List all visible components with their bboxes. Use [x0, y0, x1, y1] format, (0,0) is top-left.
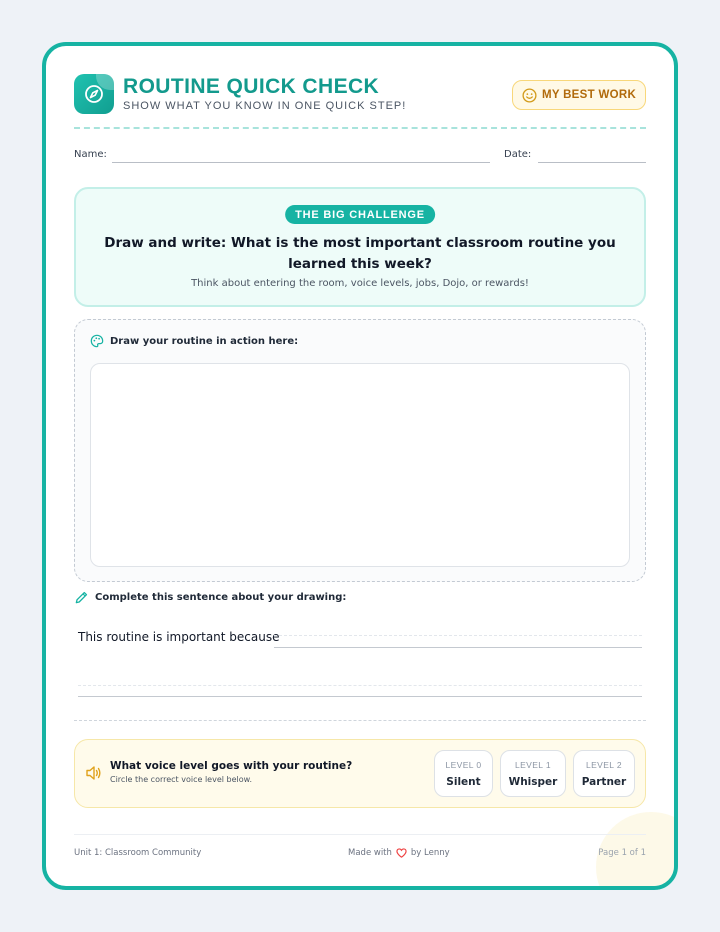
header-divider: [74, 127, 646, 129]
pencil-icon: [74, 590, 89, 605]
drawing-canvas[interactable]: [90, 363, 630, 567]
footer-credit: [348, 848, 450, 858]
heart-icon: [396, 848, 407, 858]
date-label: Date:: [504, 149, 532, 160]
speaker-icon: [85, 765, 103, 781]
voice-level-0[interactable]: [434, 750, 493, 797]
challenge-hint: Think about entering the room, voice levels, jobs, Dojo, or rewards!: [191, 278, 529, 289]
footer-page: Page 1 of 1: [598, 848, 646, 858]
best-work-badge: [512, 80, 646, 110]
challenge-question: Draw and write: What is the most important classroom routine you learned this week?: [104, 235, 616, 272]
made-with-text: Made with: [348, 848, 392, 858]
answer-guide-2: [78, 685, 642, 686]
voice-level-2[interactable]: [573, 750, 635, 797]
footer-unit: Unit 1: Classroom Community: [74, 848, 202, 858]
voice-question: What voice level goes with your routine?: [110, 760, 353, 772]
sentence-label: Complete this sentence about your drawing:: [95, 592, 347, 603]
level-name: Silent: [446, 776, 481, 788]
sentence-stem: This routine is important because: [78, 630, 280, 644]
voice-instruction: Circle the correct voice level below.: [110, 775, 252, 784]
author-text: by Lenny: [410, 848, 450, 858]
date-field[interactable]: [538, 162, 646, 163]
answer-line-2[interactable]: [78, 696, 642, 697]
smiley-icon: [522, 88, 537, 103]
level-name: Partner: [581, 776, 627, 788]
badge-label: MY BEST WORK: [541, 89, 637, 101]
palette-icon: [90, 334, 104, 348]
worksheet-content: [74, 74, 646, 886]
level-number: LEVEL 2: [585, 760, 623, 770]
drawing-section: [74, 319, 646, 582]
level-number: LEVEL 0: [445, 760, 482, 770]
page-subtitle: SHOW WHAT YOU KNOW IN ONE QUICK STEP!: [123, 100, 407, 112]
footer-divider: [74, 834, 646, 835]
worksheet-page: [42, 42, 678, 890]
answer-guide-1: [274, 635, 642, 636]
name-field[interactable]: [112, 162, 490, 163]
compass-icon: [74, 74, 114, 114]
page-title: ROUTINE QUICK CHECK: [123, 75, 380, 98]
name-label: Name:: [74, 149, 107, 160]
challenge-card: [74, 187, 646, 307]
level-number: LEVEL 1: [514, 760, 552, 770]
drawing-label: Draw your routine in action here:: [110, 336, 299, 347]
level-name: Whisper: [508, 776, 558, 788]
voice-level-card: [74, 739, 646, 808]
answer-line-1[interactable]: [274, 647, 642, 648]
section-divider: [74, 720, 646, 721]
voice-level-1[interactable]: [500, 750, 566, 797]
challenge-tag: THE BIG CHALLENGE: [285, 205, 435, 224]
